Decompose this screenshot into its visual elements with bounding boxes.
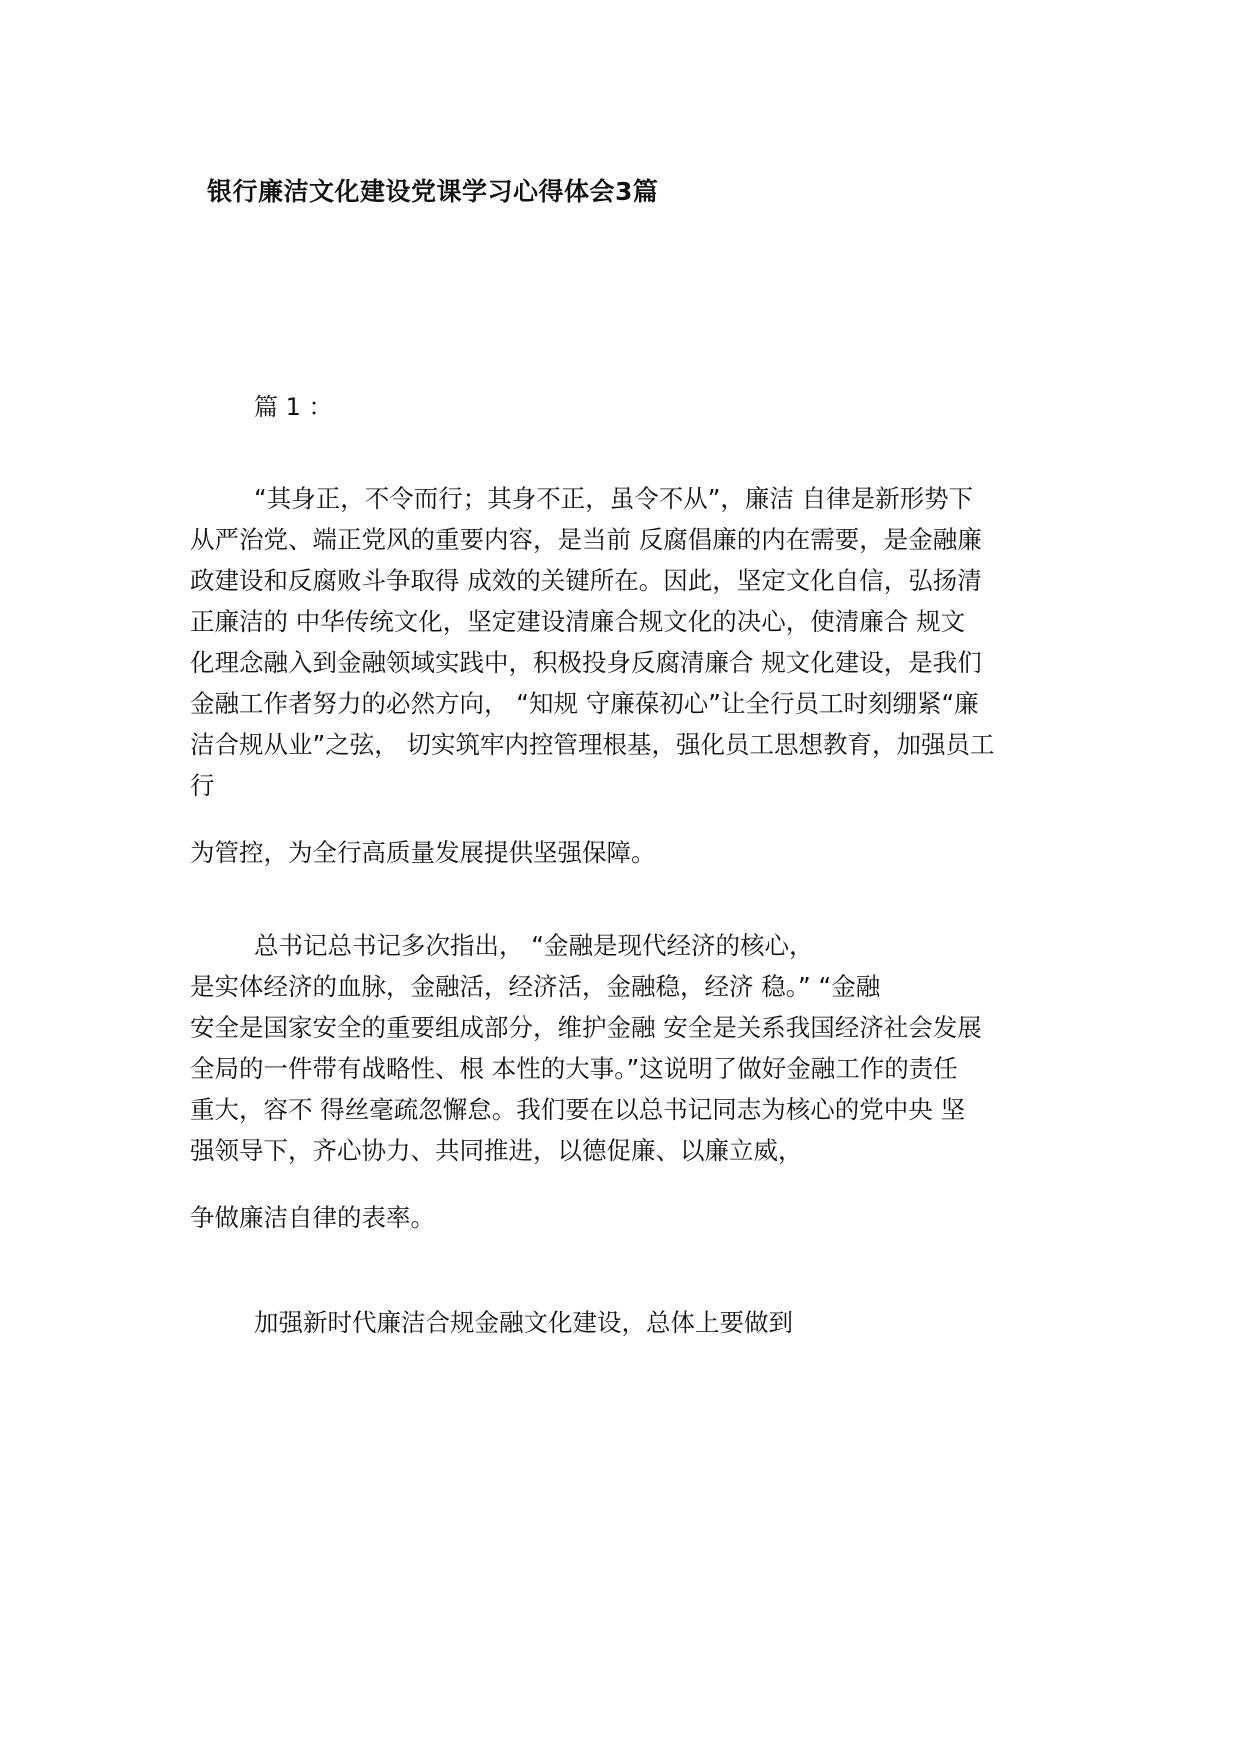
section-label: 篇 1 ： [254, 393, 333, 421]
paragraph-line: 化理念融入到金融领域实践中，积极投身反腐清廉合 规文化建设，是我们 [190, 648, 982, 677]
paragraph-2 [190, 925, 1080, 1171]
paragraph-line: 安全是国家安全的重要组成部分，维护金融 安全是关系我国经济社会发展 [190, 1013, 982, 1042]
paragraph-line: 争做廉洁自律的表率。 [190, 1203, 435, 1232]
paragraph-1-tail [190, 832, 1080, 873]
paragraph-3 [190, 1302, 1080, 1343]
paragraph-line: 正廉洁的 中华传统文化，坚定建设清廉合规文化的决心，使清廉合 规文 [190, 607, 966, 636]
paragraph-line: 为管控，为全行高质量发展提供坚强保障。 [190, 838, 656, 867]
paragraph-line: “其身正，不令而行；其身不正，虽令不从”，廉洁 自律是新形势下 [254, 484, 974, 513]
paragraph-line: 强领导下，齐心协力、共同推进，以德促廉、以廉立威， [190, 1136, 803, 1165]
paragraph-line: 金融工作者努力的必然方向， “知规 守廉葆初心”让全行员工时刻绷紧“廉 [190, 689, 979, 718]
paragraph-line: 总书记总书记多次指出， “金融是现代经济的核心， [254, 931, 814, 960]
paragraph-line: 全局的一件带有战略性、根 本性的大事。”这说明了做好金融工作的责任 [190, 1054, 958, 1083]
paragraph-line: 洁合规从业”之弦， 切实筑牢内控管理根基，强化员工思想教育，加强员工 [190, 730, 995, 759]
paragraph-line: 是实体经济的血脉，金融活，经济活，金融稳，经济 稳。” “金融 [190, 972, 881, 1001]
paragraph-line: 从严治党、端正党风的重要内容，是当前 反腐倡廉的内在需要，是金融廉 [190, 525, 982, 554]
paragraph-line: 行 [190, 771, 215, 800]
paragraph-line: 加强新时代廉洁合规金融文化建设，总体上要做到 [254, 1308, 793, 1337]
paragraph-1 [190, 478, 1080, 806]
paragraph-line: 政建设和反腐败斗争取得 成效的关键所在。因此，坚定文化自信，弘扬清 [190, 566, 982, 595]
paragraph-line: 重大，容不 得丝毫疏忽懈怠。我们要在以总书记同志为核心的党中央 坚 [190, 1095, 966, 1124]
document-title: 银行廉洁文化建设党课学习心得体会3篇 [207, 177, 659, 206]
paragraph-2-tail [190, 1197, 1080, 1238]
